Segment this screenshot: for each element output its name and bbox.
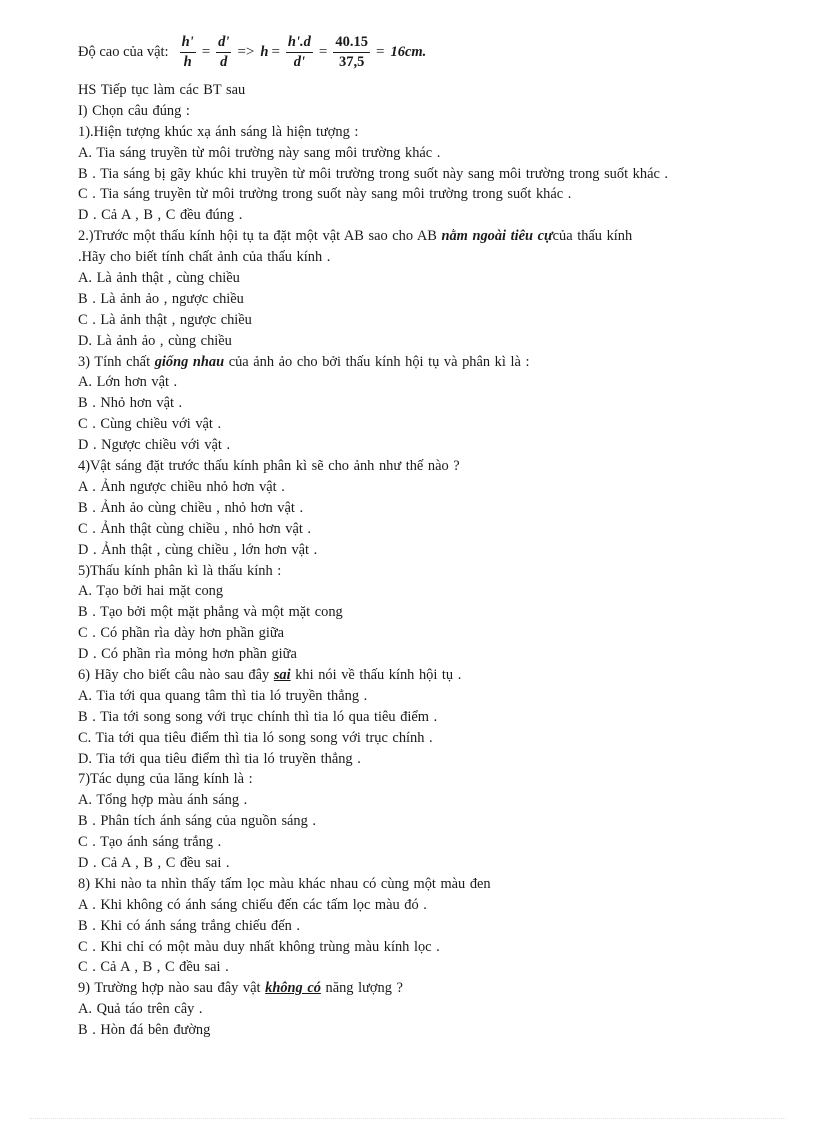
section-heading: I) Chọn câu đúng : — [78, 102, 190, 119]
question-9: 9) Trường hợp nào sau đây vật không có năng lượng ? — [78, 980, 403, 997]
option-3a: A. Lớn hơn vật . — [78, 374, 178, 391]
option-7c: C . Tạo ánh sáng trắng . — [78, 834, 222, 851]
option-2d: D. Là ảnh ảo , cùng chiều — [78, 332, 232, 349]
option-2c: C . Là ảnh thật , ngược chiều — [78, 311, 252, 328]
option-2b: B . Là ảnh ảo , ngược chiều — [78, 290, 244, 307]
question-2: 2.)Trước một thấu kính hội tụ ta đặt một vật AB sao cho AB nằm ngoài tiêu cựcủa thấu kính — [78, 228, 633, 245]
fraction-d-prime-over-d: $\frac{d'}{d}$ — [218, 34, 230, 70]
option-8b: B . Khi có ánh sáng trắng chiếu đến . — [78, 917, 301, 934]
question-2-continued: .Hãy cho biết tính chất ảnh của thấu kính . — [78, 249, 331, 266]
question-3: 3) Tính chất giống nhau của ảnh ảo cho bởi thấu kính hội tụ và phân kì là : — [78, 353, 530, 370]
option-9b: B . Hòn đá bên đường — [78, 1022, 211, 1039]
option-4b: B . Ảnh ảo cùng chiều , nhỏ hơn vật . — [78, 499, 304, 516]
question-6: 6) Hãy cho biết câu nào sau đây sai khi nói về thấu kính hội tụ . — [78, 666, 462, 683]
exercise-list — [78, 80, 718, 1041]
question-7: 7)Tác dụng của lăng kính là : — [78, 771, 253, 788]
height-formula: Độ cao của vật: $\frac{h'}{h}$ = $\frac{d'}{d}$ => h = $\frac{h'.d}{d'}$ = $\frac{40.15}{37,5}$ = 16cm. — [78, 34, 427, 70]
fraction-hd-over-d-prime: $\frac{h'.d}{d'}$ — [287, 34, 311, 70]
option-3b: B . Nhỏ hơn vật . — [78, 395, 183, 412]
instruction: HS Tiếp tục làm các BT sau — [78, 82, 246, 98]
question-5: 5)Thấu kính phân kì là thấu kính : — [78, 562, 282, 579]
option-9a: A. Quả táo trên cây . — [78, 1001, 203, 1018]
option-6b: B . Tia tới song song với trục chính thì tia ló qua tiêu điểm . — [78, 708, 438, 725]
emphasis-text: không có — [265, 980, 321, 997]
option-8a: A . Khi không có ánh sáng chiếu đến các tấm lọc màu đó . — [78, 896, 427, 913]
option-7b: B . Phân tích ánh sáng của nguồn sáng . — [78, 813, 317, 830]
formula-label: Độ cao của vật: — [78, 44, 169, 60]
option-4c: C . Ảnh thật cùng chiều , nhỏ hơn vật . — [78, 520, 312, 537]
option-1c: C . Tia sáng truyền từ môi trường trong suốt này sang môi trường trong suốt khác . — [78, 186, 572, 203]
emphasis-text: nằm ngoài tiêu cự — [441, 228, 553, 245]
option-5a: A. Tạo bởi hai mặt cong — [78, 583, 224, 600]
option-1d: D . Cả A , B , C đều đúng . — [78, 207, 243, 224]
emphasis-text: sai — [273, 666, 291, 683]
option-1b: B . Tia sáng bị gãy khúc khi truyền từ môi trường trong suốt này sang môi trường trong suốt khác . — [78, 165, 669, 182]
page-bottom-divider — [30, 1118, 786, 1119]
formula-result: 16cm. — [390, 44, 427, 60]
option-3d: D . Ngược chiều với vật . — [78, 437, 231, 454]
emphasis-text: giống nhau — [154, 353, 225, 370]
option-6d: D. Tia tới qua tiêu điểm thì tia ló truyền thẳng . — [78, 750, 361, 767]
option-6a: A. Tia tới qua quang tâm thì tia ló truyền thẳng . — [78, 687, 368, 704]
option-1a: A. Tia sáng truyền từ môi trường này sang môi trường khác . — [78, 144, 441, 161]
option-8d: C . Cả A , B , C đều sai . — [78, 959, 229, 976]
question-8: 8) Khi nào ta nhìn thấy tấm lọc màu khác nhau có cùng một màu đen — [78, 875, 491, 892]
option-8c: C . Khi chỉ có một màu duy nhất không trùng màu kính lọc . — [78, 938, 440, 955]
option-2a: A. Là ảnh thật , cùng chiều — [78, 270, 240, 287]
fraction-numeric: $\frac{40.15}{37,5}$ — [335, 34, 368, 70]
question-1: 1).Hiện tượng khúc xạ ánh sáng là hiện tượng : — [78, 123, 359, 140]
option-6c: C. Tia tới qua tiêu điểm thì tia ló song song với trục chính . — [78, 729, 433, 746]
option-4d: D . Ảnh thật , cùng chiều , lớn hơn vật . — [78, 541, 318, 558]
option-7d: D . Cả A , B , C đều sai . — [78, 854, 230, 871]
question-4: 4)Vật sáng đặt trước thấu kính phân kì sẽ cho ảnh như thế nào ? — [78, 458, 460, 475]
option-7a: A. Tổng hợp màu ánh sáng . — [78, 792, 248, 809]
option-5c: C . Có phần rìa dày hơn phần giữa — [78, 625, 285, 642]
fraction-h-prime-over-h: $\frac{h'}{h}$ — [181, 34, 194, 70]
option-5d: D . Có phần rìa mỏng hơn phần giữa — [78, 646, 297, 663]
option-5b: B . Tạo bởi một mặt phẳng và một mặt cong — [78, 604, 343, 621]
option-4a: A . Ảnh ngược chiều nhỏ hơn vật . — [78, 478, 285, 495]
option-3c: C . Cùng chiều với vật . — [78, 416, 222, 433]
